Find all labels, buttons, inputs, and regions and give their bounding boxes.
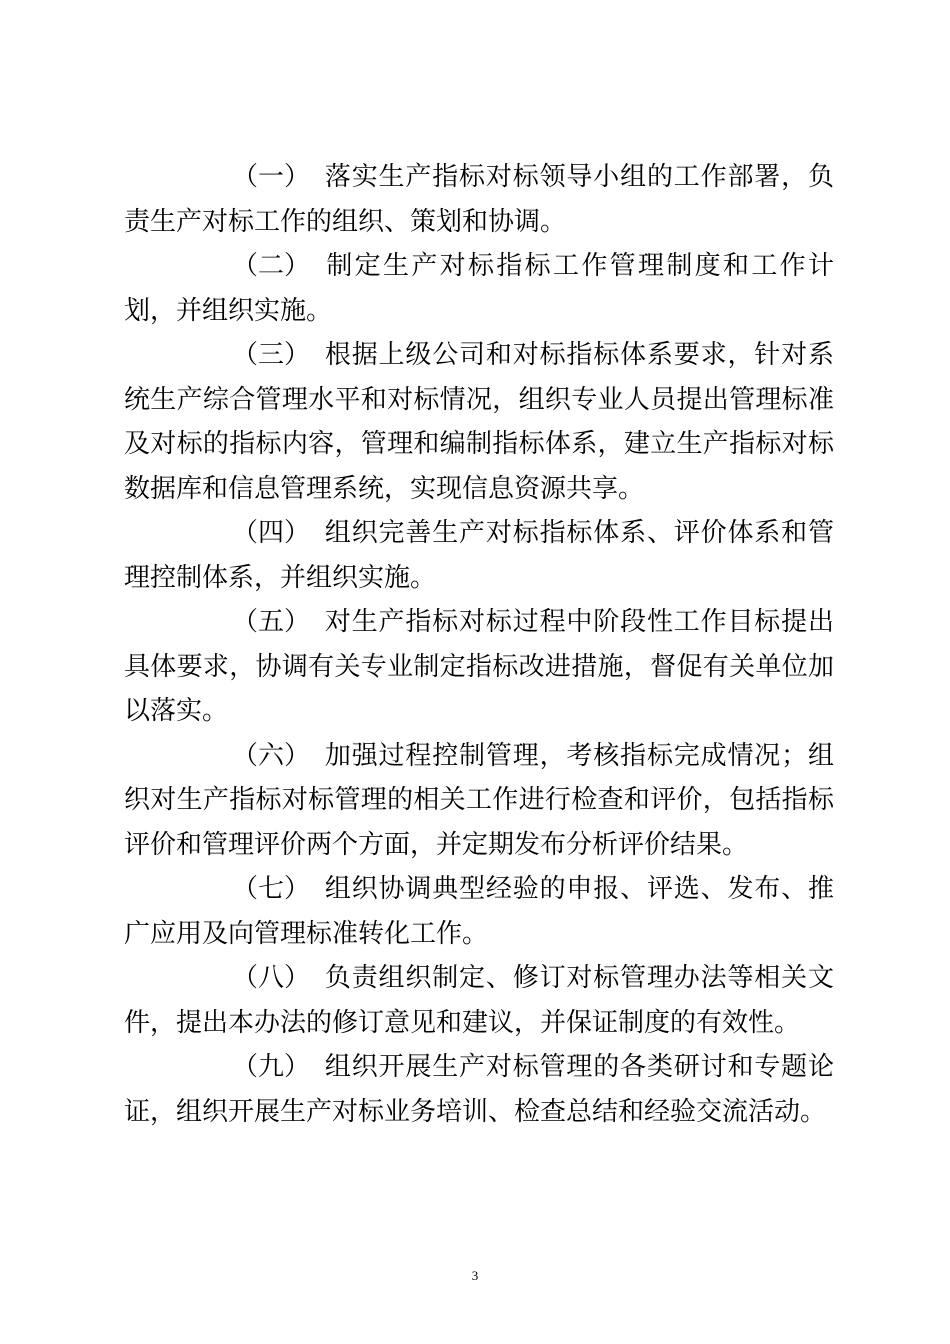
item-text: 组织协调典型经验的申报、评选、发布、推广应用及向管理标准转化工作。 [124,874,834,949]
item-number: （三） [232,340,311,370]
paragraph-3 [124,333,834,511]
paragraph-4 [124,511,834,600]
item-text: 负责组织制定、修订对标管理办法等相关文件，提出本办法的修订意见和建议，并保证制度的有效性。 [124,963,834,1038]
item-number: （六） [232,740,311,771]
item-number: （四） [232,518,311,548]
item-text: 落实生产指标对标领导小组的工作部署，负责生产对标工作的组织、策划和协调。 [124,162,834,237]
item-number: （七） [232,874,311,904]
paragraph-8 [124,956,834,1045]
paragraph-7 [124,867,834,956]
item-text: 根据上级公司和对标指标体系要求，针对系统生产综合管理水平和对标情况，组织专业人员提出管理标准及对标的指标内容，管理和编制指标体系，建立生产指标对标数据库和信息管理系统，实现信息资源共享。 [124,340,834,504]
paragraph-1 [124,155,834,244]
paragraph-9 [124,1045,834,1134]
item-number: （八） [232,963,311,993]
item-text: 加强过程控制管理，考核指标完成情况；组织对生产指标对标管理的相关工作进行检查和评价，包括指标评价和管理评价两个方面，并定期发布分析评价结果。 [124,740,834,860]
item-text: 对生产指标对标过程中阶段性工作目标提出具体要求，协调有关专业制定指标改进措施，督促有关单位加以落实。 [124,607,834,726]
paragraph-5 [124,600,834,734]
item-text: 组织完善生产对标指标体系、评价体系和管理控制体系，并组织实施。 [124,518,834,593]
page-number: 3 [471,1268,479,1283]
item-number: （一） [232,162,311,192]
paragraph-6 [124,734,834,868]
document-body [124,155,834,1134]
item-text: 制定生产对标指标工作管理制度和工作计划，并组织实施。 [124,251,834,326]
item-number: （九） [232,1052,311,1082]
item-text: 组织开展生产对标管理的各类研讨和专题论证，组织开展生产对标业务培训、检查总结和经验交流活动。 [124,1052,834,1127]
item-number: （二） [232,251,311,281]
item-number: （五） [232,607,311,637]
paragraph-2 [124,244,834,333]
